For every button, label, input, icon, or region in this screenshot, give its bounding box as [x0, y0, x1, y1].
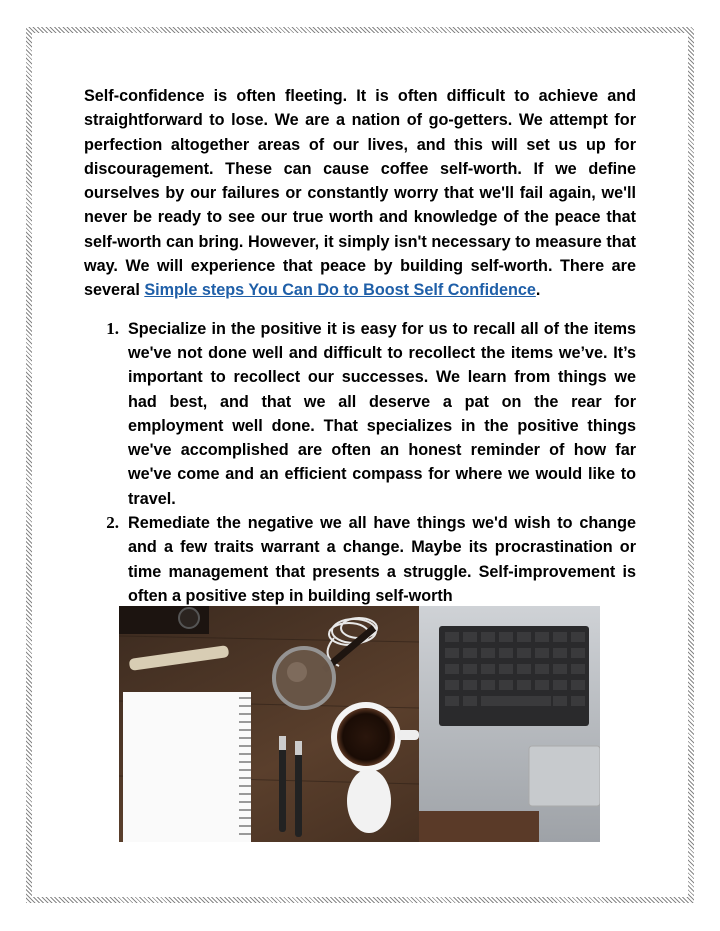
- mouse-icon: [347, 769, 391, 833]
- steps-list: [84, 317, 636, 609]
- list-item: [84, 317, 636, 511]
- list-item-text: Specialize in the positive it is easy for us to recall all of the items we've not done well and difficult to recollect the items we’ve. It’s important to recollect our successes. We learn from things we had best, and that we all deserve a pat on the rear for employment well done. That specializes in the positive things we've accomplished are often an honest reminder of how far we've come and an efficient compass for where we would like to travel.: [128, 319, 636, 508]
- list-number: 2.: [106, 513, 119, 533]
- desk-photo: [119, 606, 600, 842]
- list-item-text: Remediate the negative we all have things we'd wish to change and a few traits warrant a change. Maybe its procrastination or time management that presents a struggle. Self-improvement is often a positive step in building self-worth: [128, 514, 636, 605]
- notebook-icon: [123, 692, 251, 842]
- intro-end-punct: .: [535, 281, 541, 300]
- laptop-icon: [419, 606, 600, 842]
- camera-icon: [119, 606, 209, 634]
- boost-confidence-link[interactable]: Simple steps You Can Do to Boost Self Confidence: [144, 281, 536, 300]
- list-number: 1.: [106, 318, 119, 338]
- intro-paragraph: [84, 84, 636, 303]
- wallet-icon: [419, 811, 539, 842]
- document-body: [84, 84, 636, 608]
- intro-text: Self-confidence is often fleeting. It is often difficult to achieve and straightforward to lose. We are a nation of go-getters. We attempt for perfection altogether areas of our lives, and this will set us up for discouragement. These can cause coffee self-worth. If we define ourselves by our failures or constantly worry that we'll fail again, we'll never be ready to see our true worth and knowledge of the peace that self-worth can bring. However, it simply isn't necessary to measure that way. We will experience that peace by building self-worth. There are several: [84, 87, 636, 300]
- list-item: [84, 511, 636, 608]
